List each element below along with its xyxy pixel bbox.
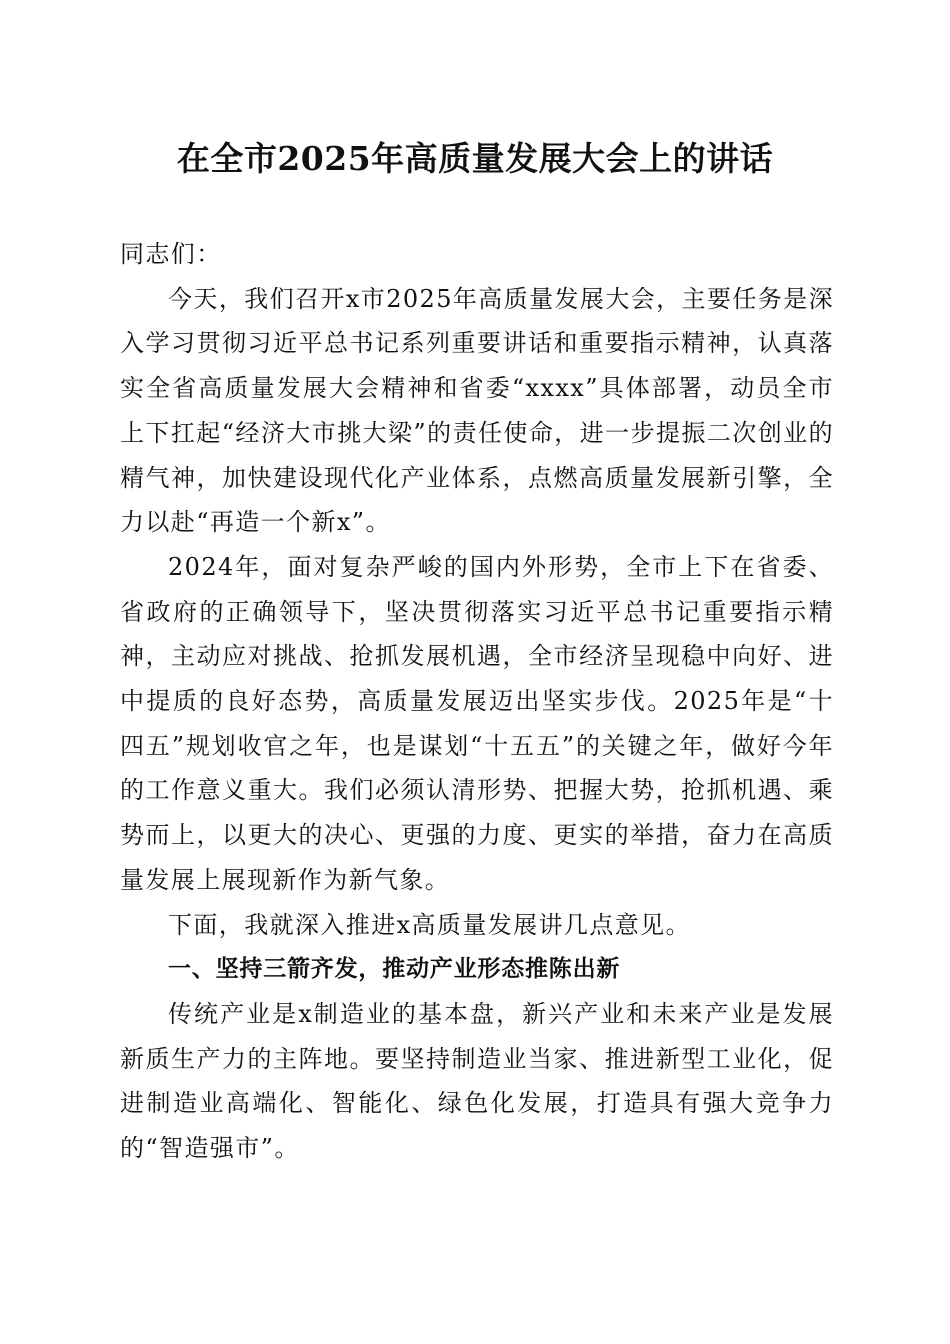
paragraph-opening: 今天，我们召开x市2025年高质量发展大会，主要任务是深入学习贯彻习近平总书记系列重要讲话和重要指示精神，认真落实全省高质量发展大会精神和省委“xxxx”具体部署，动员全市上下扛起“经济大市挑大梁”的责任使命，进一步提振二次创业的精气神，加快建设现代化产业体系，点燃高质量发展新引擎，全力以赴“再造一个新x”。 [120,284,834,537]
salutation: 同志们： [120,240,222,268]
document-title: 在全市2025年高质量发展大会上的讲话 [176,139,774,178]
section-paragraph: 传统产业是x制造业的基本盘，新兴产业和未来产业是发展新质生产力的主阵地。要坚持制造业当家、推进新型工业化，促进制造业高端化、智能化、绿色化发展，打造具有强大竞争力的“智造强市”。 [120,999,834,1163]
section-heading: 一、坚持三箭齐发，推动产业形态推陈出新 [168,956,621,983]
document-body [120,232,834,1171]
paragraph-review-2024: 2024年，面对复杂严峻的国内外形势，全市上下在省委、省政府的正确领导下，坚决贯彻落实习近平总书记重要指示精神，主动应对挑战、抢抓发展机遇，全市经济呈现稳中向好、进中提质的良好态势，高质量发展迈出坚实步伐。2025年是“十四五”规划收官之年，也是谋划“十五五”的关键之年，做好今年的工作意义重大。我们必须认清形势、把握大势，抢抓机遇、乘势而上，以更大的决心、更强的力度、更实的举措，奋力在高质量发展上展现新作为新气象。 [120,552,834,894]
paragraph-transition: 下面，我就深入推进x高质量发展讲几点意见。 [168,910,691,939]
